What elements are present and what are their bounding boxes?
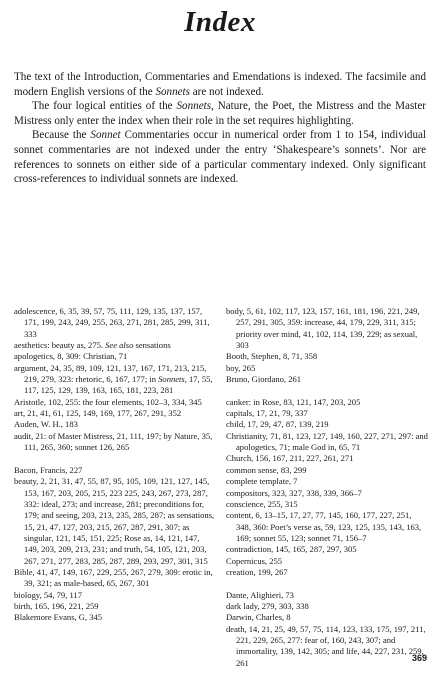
page-title: Index <box>184 6 256 38</box>
index-entry: death, 14, 21, 25, 49, 57, 75, 114, 123, 133, 175, 197, 211, 221, 229, 265, 277: fear of, 160, 243, 307; and immortality, 139, 142, 305; and life, 44, 227, 231, 259, 261 <box>226 623 426 668</box>
index-entry: body, 5, 61, 102, 117, 123, 157, 161, 181, 196, 221, 249, 257, 291, 305, 359: increase, 44, 179, 229, 311, 315; priority over mind, 41, 102, 114, 139, 229; as sexual, 303 <box>226 306 420 351</box>
index-entry: aesthetics: beauty as, 275. See also sensations <box>14 340 171 351</box>
letter-group-gap <box>226 578 428 589</box>
index-entry: Blakemore Evans, G, 345 <box>14 612 103 623</box>
index-entry: Bacon, Francis, 227 <box>14 464 83 475</box>
index-entry: Auden, W. H., 183 <box>14 419 78 430</box>
intro-text <box>14 70 426 187</box>
index-column-left <box>14 306 216 669</box>
index-entry: canker: in Rose, 83, 121, 147, 203, 205 <box>226 396 361 407</box>
index-entry: Church, 156, 167, 211, 227, 261, 271 <box>226 453 354 464</box>
intro-paragraph: Because the Sonnet Commentaries occur in numerical order from 1 to 154, individual sonnet commentaries are not indexed under the entry ‘Shakespeare’s sonnets’. Nor are references to sonnets on either side of a particular commentary indexed. Only significant cross-references to individual sonnets are indexed. <box>14 129 426 186</box>
intro-paragraph: The text of the Introduction, Commentaries and Emendations is indexed. The facsimile and modern English versions of the Sonnets are not indexed. <box>14 71 426 98</box>
index-entry: Copernicus, 255 <box>226 555 283 566</box>
index-entry: Bible, 41, 47, 149, 167, 229, 255, 267, 279, 309: erotic in, 39, 321; as male-based, 65, 267, 301 <box>14 566 213 589</box>
index-entry: apologetics, 8, 309: Christian, 71 <box>14 351 128 362</box>
index-entry: adolescence, 6, 35, 39, 57, 75, 111, 129, 135, 137, 157, 171, 199, 243, 249, 255, 263, 271, 281, 285, 299, 311, 333 <box>14 306 210 339</box>
index-entry: art, 21, 41, 61, 125, 149, 169, 177, 267, 291, 352 <box>14 408 182 419</box>
index-entry: Darwin, Charles, 8 <box>226 612 291 623</box>
index-entry: complete template, 7 <box>226 476 298 487</box>
index-entry: argument, 24, 35, 89, 109, 121, 137, 167, 171, 213, 215, 219, 279, 323: rhetoric, 6, 167, 177; in Sonnets, 17, 55, 117, 125, 129, 139, 163, 165, 181, 223, 281 <box>14 362 213 396</box>
index-entry: capitals, 17, 21, 79, 337 <box>226 408 308 419</box>
index-entry: common sense, 83, 299 <box>226 464 307 475</box>
index-column-right <box>226 306 428 669</box>
index-entry: creation, 199, 267 <box>226 566 288 577</box>
index-columns <box>14 306 428 669</box>
index-entry: Booth, Stephen, 8, 71, 358 <box>226 351 318 362</box>
index-entry: Aristotle, 102, 255: the four elements, 102–3, 334, 345 <box>14 396 202 407</box>
index-entry: beauty, 2, 21, 31, 47, 55, 87, 95, 105, 109, 121, 127, 145, 153, 167, 203, 205, 215, 223 225, 243, 267, 273, 287, 332: ideal, 273; and increase, 281; preconditions for, 179; and seeing, 203, 213, 235, 285, 287; as sensations, 15, 21, 47, 127, 203, 215, 267, 287, 291, 307; as singular, 121, 145, 151, 225; Rose as, 14, 121, 147, 149, 203, 209, 213, 231; and truth, 54, 105, 121, 203, 267, 271, 277, 283, 285, 287, 289, 293, 297, 301, 315 <box>14 476 215 566</box>
page-number: 369 <box>411 653 427 663</box>
index-entry: birth, 165, 196, 221, 259 <box>14 600 99 611</box>
index-entry: compositors, 323, 327, 338, 339, 366–7 <box>226 487 362 498</box>
index-entry: dark lady, 279, 303, 338 <box>226 600 309 611</box>
index-entry: child, 17, 29, 47, 87, 139, 219 <box>226 419 329 430</box>
intro-paragraph: The four logical entities of the Sonnets, Nature, the Poet, the Mistress and the Master Mistress only enter the index when their role in the set requires highlighting. <box>14 100 426 127</box>
letter-group-gap <box>14 453 216 464</box>
index-entry: Dante, Alighieri, 73 <box>226 589 294 600</box>
index-entry: biology, 54, 79, 117 <box>14 589 82 600</box>
index-entry: audit, 21: of Master Mistress, 21, 111, 197; by Nature, 35, 111, 265, 360; sonnet 126, 265 <box>14 430 213 453</box>
index-entry: Bruno, Giordano, 261 <box>226 374 302 385</box>
index-entry: Christianity, 71, 81, 123, 127, 149, 160, 227, 271, 297: and apologetics, 71; male God in, 65, 71 <box>226 430 428 453</box>
index-entry: contradiction, 145, 165, 287, 297, 305 <box>226 544 357 555</box>
index-entry: content, 6, 13–15, 17, 27, 77, 145, 160, 177, 227, 251, 348, 360: Poet’s verse as, 59, 123, 125, 135, 143, 163, 169; sonnet 55, 123; sonnet 71, 156–7 <box>226 510 422 543</box>
letter-group-gap <box>226 385 428 396</box>
index-entry: boy, 265 <box>226 362 256 373</box>
index-entry: conscience, 255, 315 <box>226 498 298 509</box>
